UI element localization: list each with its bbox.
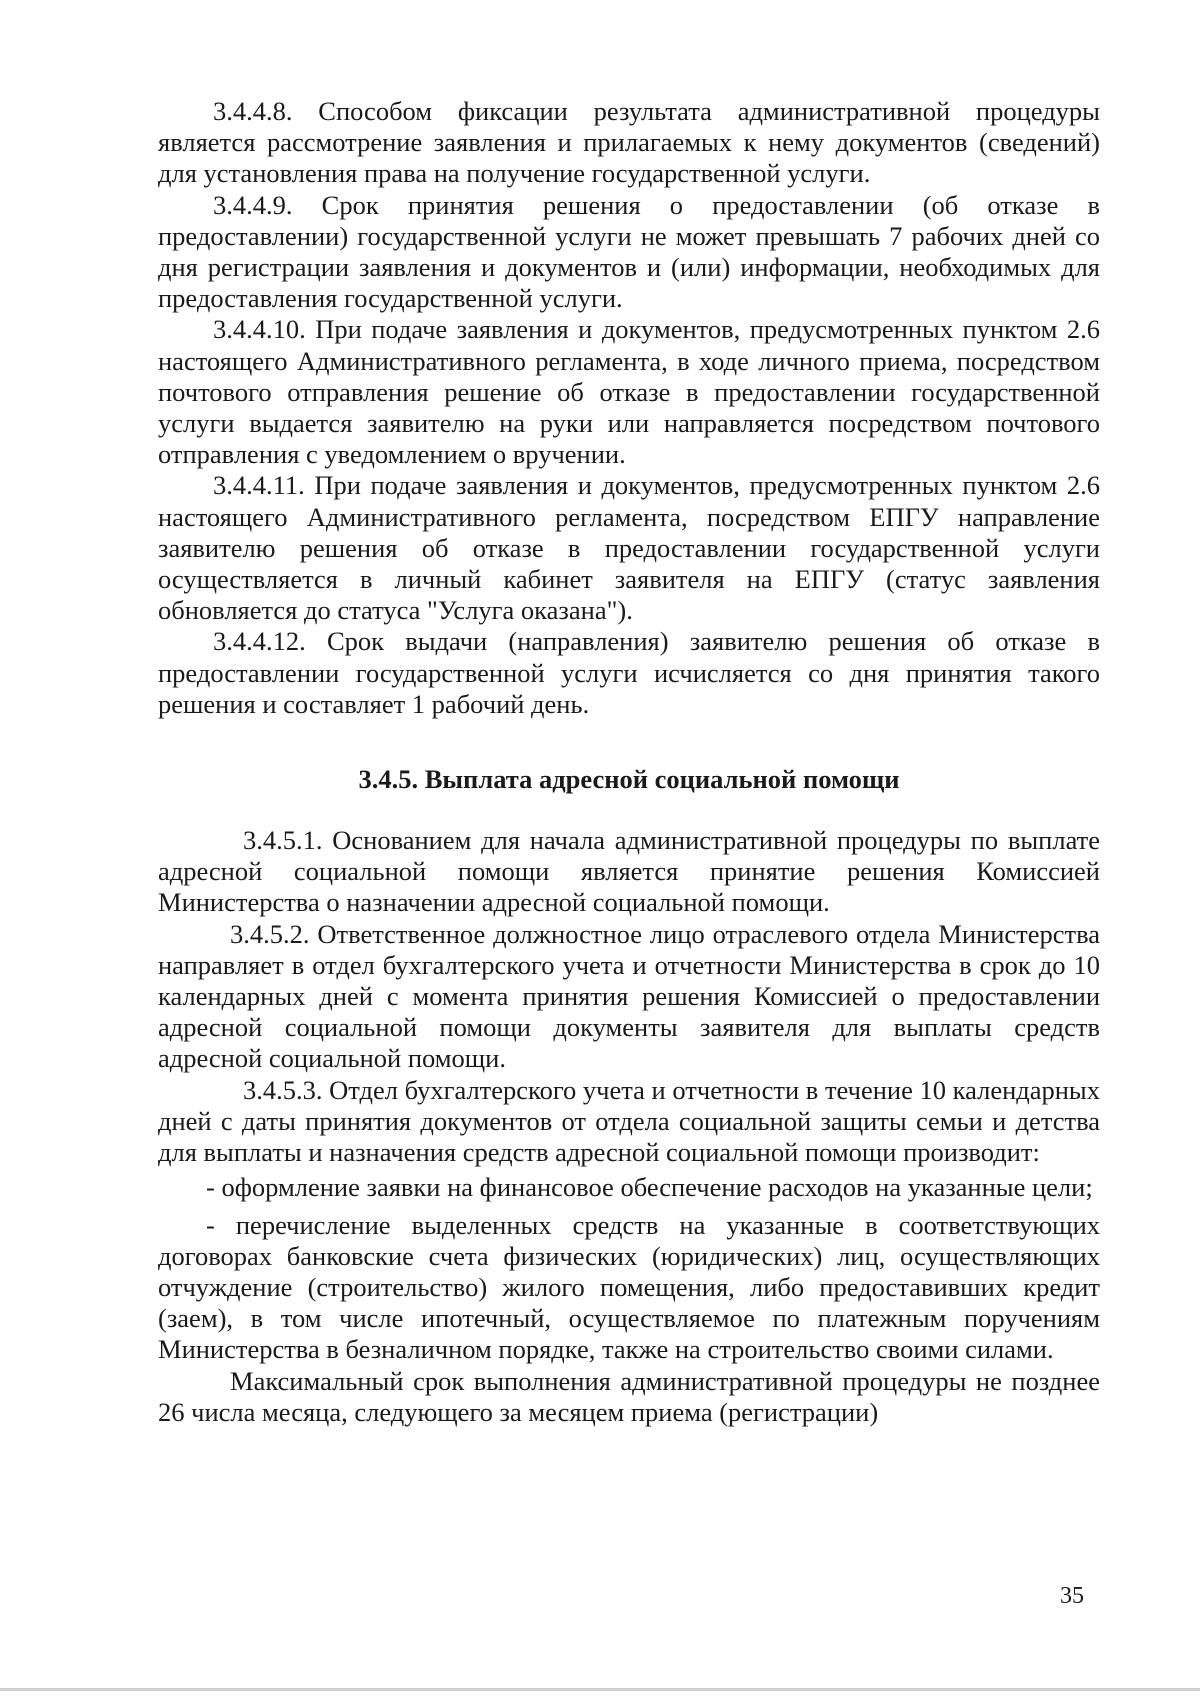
paragraph-3-4-5-1: 3.4.5.1. Основанием для начала административной процедуры по выплате адресной социальной помощи является принятие решения Комиссией Министерства о назначении адресной социальной помощи. bbox=[158, 825, 1100, 918]
paragraph-3-4-4-8: 3.4.4.8. Способом фиксации результата административной процедуры является рассмотрение заявления и прилагаемых к нему документов (сведений) для установления права на получение государственной услуги. bbox=[158, 96, 1100, 189]
paragraph-3-4-4-12: 3.4.4.12. Срок выдачи (направления) заявителю решения об отказе в предоставлении государственной услуги исчисляется со дня принятия такого решения и составляет 1 рабочий день. bbox=[158, 626, 1100, 719]
closing-paragraph: Максимальный срок выполнения административной процедуры не позднее 26 числа месяца, следующего за месяцем приема (регистрации) bbox=[158, 1365, 1100, 1427]
paragraph-3-4-5-2: 3.4.5.2. Ответственное должностное лицо отраслевого отдела Министерства направляет в отдел бухгалтерского учета и отчетности Министерства в срок до 10 календарных дней с момента принятия решения Комиссией о предоставлении адресной социальной помощи документы заявителя для выплаты средств адресной социальной помощи. bbox=[158, 918, 1100, 1074]
paragraph-3-4-4-9: 3.4.4.9. Срок принятия решения о предоставлении (об отказе в предоставлении) государственной услуги не может превышать 7 рабочих дней со дня регистрации заявления и документов и (или) информации, необходимых для предоставления государственной услуги. bbox=[158, 189, 1100, 314]
paragraph-3-4-4-10: 3.4.4.10. При подаче заявления и документов, предусмотренных пунктом 2.6 настоящего Административного регламента, в ходе личного приема, посредством почтового отправления решение об отказе в предоставлении государственной услуги выдается заявителю на руки или направляется посредством почтового отправления с уведомлением о вручении. bbox=[158, 314, 1100, 470]
list-item: - перечисление выделенных средств на указанные в соответствующих договорах банковские счета физических (юридических) лиц, осуществляющих отчуждение (строительство) жилого помещения, либо предоставивших кредит (заем), в том числе ипотечный, осуществляемое по платежным поручениям Министерства в безналичном порядке, также на строительство своими силами. bbox=[158, 1209, 1100, 1365]
paragraph-3-4-4-11: 3.4.4.11. При подаче заявления и документов, предусмотренных пунктом 2.6 настоящего Административного регламента, посредством ЕПГУ направление заявителю решения об отказе в предоставлении государственной услуги осуществляется в личный кабинет заявителя на ЕПГУ (статус заявления обновляется до статуса "Услуга оказана"). bbox=[158, 470, 1100, 626]
section-heading: 3.4.5. Выплата адресной социальной помощи bbox=[358, 764, 900, 795]
paragraph-3-4-5-3: 3.4.5.3. Отдел бухгалтерского учета и отчетности в течение 10 календарных дней с даты принятия документов от отдела социальной защиты семьи и детства для выплаты и назначения средств адресной социальной помощи производит: bbox=[158, 1074, 1100, 1168]
page-number: 35 bbox=[1060, 1583, 1084, 1609]
list-item: - оформление заявки на финансовое обеспечение расходов на указанные цели; bbox=[206, 1172, 1093, 1203]
document-body bbox=[158, 96, 1100, 1428]
scan-edge-divider bbox=[0, 1688, 1200, 1691]
